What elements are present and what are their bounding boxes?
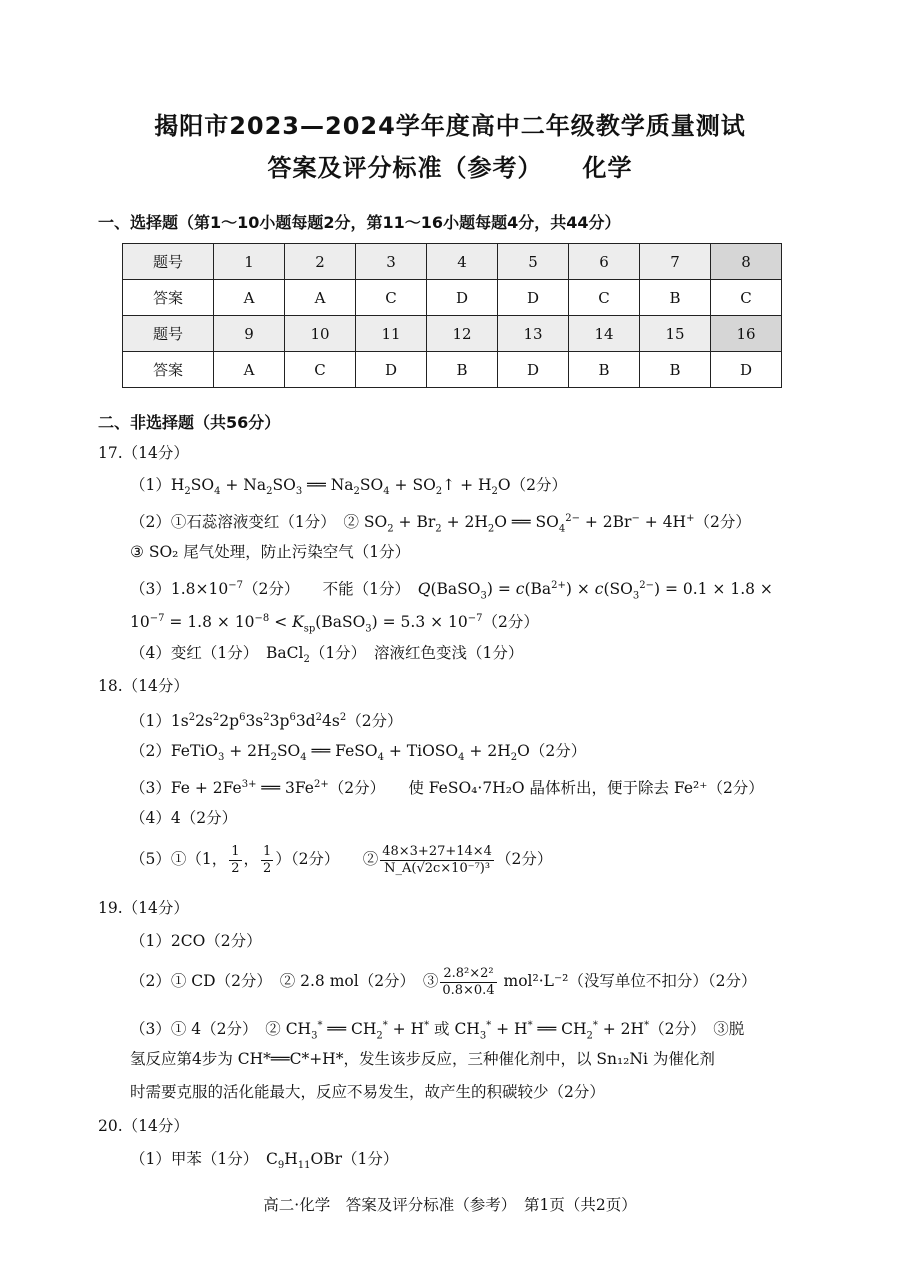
table-cell: A [214,352,285,388]
table-row-answers-1 [123,280,782,316]
table-cell: B [640,352,711,388]
table-cell: D [356,352,427,388]
table-cell: A [214,280,285,316]
table-cell: C [711,280,782,316]
section-nonchoice-heading: 二、非选择题（共56分） [98,413,281,432]
row-label: 题号 [123,316,214,352]
table-cell: C [356,280,427,316]
q20-answer-1: （1）甲苯（1分） $C_9H_{11}OBr(1$分） [130,1150,399,1172]
table-cell: 11 [356,316,427,352]
table-cell: 4 [427,244,498,280]
q19-answer-2: （2）① CD（2分） ② 2.8 mol（2分） ③ $\frac{\text{2.8²×2²}}{0.8\times 0.4}$ mol²·L⁻²（没写单位不扣分）（2分） [130,965,757,998]
q17-answer-3-cont: $10^{-7} = 1.8 \times 10^{-8}$ < $K_{sp}(BaSO_3) = 5.3 \times 10^{-7}(2$分） [130,613,539,635]
row-label: 答案 [123,280,214,316]
page-footer: 高二·化学 答案及评分标准（参考） 第1页（共2页） [263,1196,637,1214]
q19-answer-1: （1）2CO（2分） [130,932,262,950]
q17-answer-2: （2）①石蕊溶液变红（1分） ② $SO_2 + Br_2 + 2H_2O$ ══ $SO_4^{2-} + 2Br^- + 4H^+(2$分） [130,513,751,535]
q17-answer-4: （4）变红（1分） BaCl$_2$（1分） 溶液红色变浅（1分） [130,644,524,666]
table-cell: 3 [356,244,427,280]
q20-heading: 20.（14分） [98,1117,189,1135]
q18-answer-2: （2）FeTiO$_3$ + $2H_2SO_4$ ══ FeSO$_4$ + TiOSO$_4$ + $2H_2O(2$分） [130,742,587,764]
q18-answer-4: （4）4（2分） [130,809,238,827]
answer-table [122,243,782,388]
table-cell: 12 [427,316,498,352]
table-cell: A [285,280,356,316]
density-fraction: $\frac{48\times 3+27+14\times 4}{\text{N\_A(√2c×10⁻⁷)³}}$ [382,843,492,876]
q18-answer-5: （5）①（1， $\frac{1}{2}$ ， $\frac{1}{2}$ ）（2分） ② $\frac{48\times 3+27+14\times 4}{\text{N\_A(√2c×10⁻⁷)³}}$ （2分） [130,843,553,876]
table-cell: B [569,352,640,388]
table-row-numbers-1 [123,244,782,280]
row-label: 答案 [123,352,214,388]
q19-answer-3: （3）① 4（2分） ② $CH_3^*$ ══ $CH_2^* + H^*$ 或 $CH_3^* + H^*$ ══ $CH_2^* + 2H^*(2$分） ③脱 [130,1020,745,1042]
q19-answer-3-cont: 氢反应第4步为 CH*══C*+H*，发生该步反应，三种催化剂中，以 Sn₁₂Ni 为催化剂 [130,1050,715,1068]
table-row-answers-2 [123,352,782,388]
table-cell: 10 [285,316,356,352]
table-row-numbers-2 [123,316,782,352]
table-cell: 1 [214,244,285,280]
section-choice-heading: 一、选择题（第1～10小题每题2分，第11～16小题每题4分，共44分） [98,213,621,232]
q18-answer-1: $(1)1s^22s^22p^63s^23p^63d^24s^2(2$分） [130,712,403,731]
table-cell: 15 [640,316,711,352]
table-cell: B [427,352,498,388]
table-cell: 7 [640,244,711,280]
table-cell: B [640,280,711,316]
table-cell: C [569,280,640,316]
subtitle-main: 答案及评分标准（参考） [267,154,543,182]
table-cell: 6 [569,244,640,280]
table-cell: 2 [285,244,356,280]
table-cell: 5 [498,244,569,280]
row-label: 题号 [123,244,214,280]
table-cell: 8 [711,244,782,280]
q19-answer-3-cont2: 时需要克服的活化能最大，反应不易发生，故产生的积碳较少（2分） [130,1083,605,1101]
page-title: 揭阳市2023—2024学年度高中二年级教学质量测试 [154,112,746,140]
q17-answer-2-3: ③ SO₂ 尾气处理，防止污染空气（1分） [130,543,411,561]
table-cell: 13 [498,316,569,352]
q19-heading: 19.（14分） [98,899,189,917]
table-cell: D [427,280,498,316]
kp-fraction: $\frac{\text{2.8²×2²}}{0.8\times 0.4}$ [442,965,495,998]
subtitle-subject: 化学 [582,154,633,182]
table-cell: C [285,352,356,388]
table-cell: D [498,352,569,388]
table-cell: 14 [569,316,640,352]
table-cell: D [711,352,782,388]
q18-answer-3: $(3)Fe + 2Fe^{3+}$ ══ $3Fe^{2+}(2$分） 使 FeSO₄·7H₂O 晶体析出，便于除去 Fe²⁺（2分） [130,779,764,798]
table-cell: 16 [711,316,782,352]
table-cell: 9 [214,316,285,352]
q17-answer-1: $(1)H_2SO_4 + Na_2SO_3$ ══ $Na_2SO_4$ + $SO_2↑ + H_2O(2$分） [130,476,567,498]
page-subtitle [0,148,900,183]
q18-heading: 18.（14分） [98,677,189,695]
table-cell: D [498,280,569,316]
q17-answer-3: $(3)1.8\times 10^{-7}(2$分） 不能（1分） Q(BaSO$_3$) = $c(Ba^{2+}) \times c(SO_3^{2-}) = 0.1 \times 1.8$ × [130,580,773,602]
q17-heading: 17.（14分） [98,444,189,462]
